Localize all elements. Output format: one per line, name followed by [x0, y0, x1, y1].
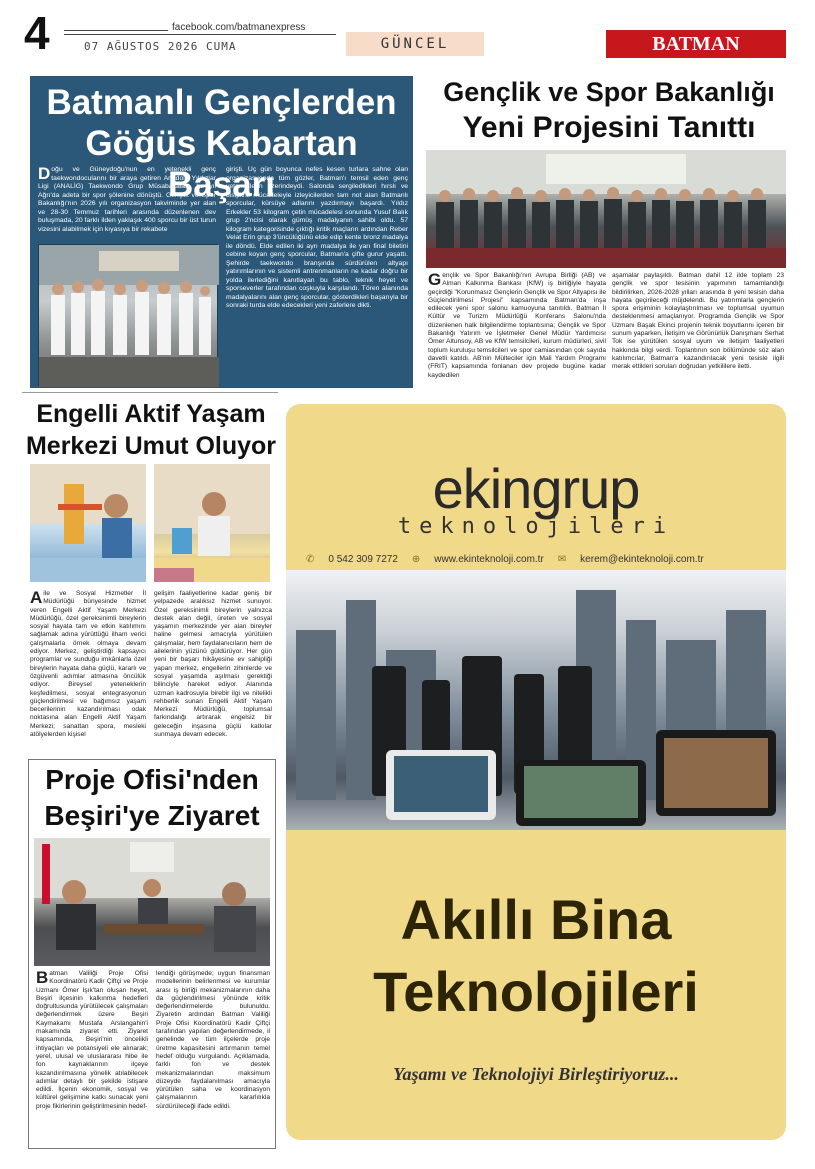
header-rule [64, 30, 168, 31]
story-body-column: Gençlik ve Spor Bakanlığı'nın Avrupa Birliği (AB) ve Alman Kalkınma Bankası (KfW) iş birliğiyle hayata geçirdiği "Korunmasız Gençlerin Gençlik ve Spor Altyapısı ile Güçlendirilmesi Projesi" kapsamında Batman'da inşa edilecek yeni spor salonu kamuoyuna tanıtıldı. Batman İl Kültür ve Turizm Müdürlüğü Konferans Salonu'nda düzenlenen halk bilgilendirme toplantısına; Gençlik ve Spor Bakanlığı Yatırım ve İşletmeler Genel Müdür Yardımcısı Ömer Altunsoy, AB ve KfW temsilcileri, kurum müdürleri, sivil toplum kuruluşu temsilcileri ve spor camiasından çok sayıda davetli katıldı. AB'nin Mülteciler için Mali Yardım Programı (FRIT) kapsamında fonlanan dev projede bugüne kadar kaydedilen [428, 270, 606, 379]
child-photo-illustration [30, 464, 146, 582]
ad-slogan: Yaşamı ve Teknolojiyi Birleştiriyoruz... [393, 1064, 679, 1084]
child-photo-illustration [154, 464, 270, 582]
ad-tagline: teknolojileri [397, 514, 675, 539]
page-number: 4 [24, 7, 50, 59]
story-body-column: Doğu ve Güneydoğu'nun en yetenekli genç taekwondocularını bir araya getiren Anadolu Yıldızlar Ligi (ANALİG) Taekwondo Grup Müsabakaları, bu yıl Ağrı'da adeta bir spor şölenine dönüştü. Gençlik ve Spor Bakanlığı'nın 2026 yılı organizasyon takviminde yer alan ve 28-30 Temmuz tarihleri arasında düzenlenen dev buluşmada, 20 farklı ilden yaklaşık 400 sporcu bir üst turun vizesini alabilmek için kıyasıya bir rekabete [38, 164, 216, 233]
ad-city-device-photo [286, 570, 786, 830]
newspaper-logo: BATMAN EXPRESS [606, 30, 786, 58]
page-header [0, 0, 815, 83]
child-activity-photo [154, 464, 270, 582]
story-headline: Proje Ofisi'nden Beşiri'ye Ziyaret [44, 764, 260, 831]
child-activity-photo [30, 464, 146, 582]
mail-icon: ✉ [557, 554, 567, 565]
visit-photo-illustration [34, 838, 270, 966]
ad-website: www.ekinteknoloji.com.tr [434, 554, 544, 565]
ad-photo-illustration [286, 570, 786, 830]
ad-brand-logo: ekingrup [432, 457, 640, 520]
meeting-photo-illustration [426, 150, 786, 268]
header-website: facebook.com/batmanexpress [172, 22, 306, 33]
story-body-column: Aile ve Sosyal Hizmetler İl Müdürlüğü bünyesinde hizmet veren Engelli Aktif Yaşam Merkezi Müdürlüğü, özel gereksinimli bireylerin sosyal hayata tam ve etkin katılımını sağlamak adına yürüttüğü ilham verici çalışmalarla örnek olmaya devam ediyor. Merkez, geliştirdiği kapsayıcı programlar ve sunduğu imkânlarla özel bireylerin hayata daha güçlü, kararlı ve özgüvenli adımlar atmasına öncülük ediyor. Bireysel yeteneklerin keşfedilmesi, sosyal entegrasyonun güçlendirilmesi ve bağımsız yaşam becerilerinin kazandırılması odak noktasına alan Engelli Aktif Yaşam Merkezi; sanattan spora, mesleki atölyelerden kişisel [30, 588, 146, 739]
athletes-photo [38, 244, 218, 386]
story-body-column: girişti. Üç gün boyunca nefes kesen turlara sahne olan organizasyonda tüm gözler, Batman'ı temsil eden genç yeteneklerin üzerindeydi. Salonda sergiledikleri hırslı ve disiplinli mücadeleyle izleyicilerden tam not alan Batmanlı sporcular, kürsüye adlarını yazdırmayı başardı. Yıldız Erkekler 53 kilogram çetin mücadelesi sonunda Yusuf Balık grup 2'ncisi olarak gümüş madalyanın sahibi oldu. 57 kilogram kategorisinde çıktığı kritik maçların ardından Reber Velat Erin grup 3'üncülüğünü elde edip kente bronz madalya ile döndü. Elde edilen iki ayrı madalya ile yarı final biletini cebine koyan genç sporcular, Batman'a çifte gurur yaşattı. Şehirde taekwondo branşında sürdürülen altyapı yatırımlarının ve sistemli antrenmanların ne kadar doğru bir yolda ilerlediğini kanıtlayan bu tablo, teknik heyet ve sporseverler tarafından coşkuyla karşılandı. Tören alanında madalyalarını alan genç sporcular, gösterdikleri başarıyla bir sonraki turda elde edecekleri yeni zaferlere dikti. [226, 166, 408, 309]
meeting-group-photo [426, 150, 786, 268]
story-body-column: gelişim faaliyetlerine kadar geniş bir yelpazede aralıksız hizmet sunuyor. Özel gereksinimli bireylerin yalnızca destek alan değil, üreten ve sosyal yaşamın merkezinde yer alan bireyler haline gelmesi amacıyla yürütülen çalışmalar, hem faydalanıcıların hem de ailelerinin yüzünü güldürüyor. Her gün yeni bir başarı hikâyesine ev sahipliği yapan merkez, engellerin zihinlerde ve sosyal yaşamda aşılması gerektiği bilinciyle hareket ediyor. Alanında uzman kadrosuyla birebir ilgi ve nitelikli rehberlik sunan Engelli Aktif Yaşam Merkezi Müdürlüğü, toplumsal farkındalığı artırarak engelsiz bir geleceğin inşasına güçlü katkılar sunmaya devam edecek. [154, 590, 272, 739]
globe-icon: ⊕ [411, 554, 421, 565]
story-headline: Engelli Aktif Yaşam Merkezi Umut Oluyor [25, 400, 277, 460]
story-headline: Batmanlı Gençlerden Göğüs Kabartan Başarı [46, 83, 397, 204]
story-body-column: Batman Valiliği Proje Ofisi Koordinatörü Kadir Çiftçi ve Proje Uzmanı Ömer Işık'tan oluşan heyet, Beşiri ilçesinin kalkınma hedefleri doğrultusunda yürütülecek çalışmaları değerlendirmek üzere Beşiri Kaymakamı Mustafa Arslangahin'i makamında ziyaret etti. Ziyaret kapsamında, Beşiri'nin öncelikli ihtiyaçları ve potansiyeli ele alınarak; yerel, ulusal ve uluslararası hibe ile fon kaynaklarının ilçeye kazandırılmasına yönelik atılabilecek adımlar detaylı bir şekilde istişare edildi. İlçenin ekonomik, sosyal ve kültürel gelişimine katkı sunacak yeni proje fikirlerinin geliştirilmesinin hedef- [36, 968, 148, 1110]
ad-headline: Akıllı Bina Teknolojileri [373, 888, 699, 1023]
athletes-photo-illustration [39, 245, 219, 387]
story-body-column: lendiği görüşmede; uygun finansman modellerinin belirlenmesi ve kurumlar arası iş birliği mekanizmalarının daha da güçlendirilmesi yönünde kritik değerlendirmelerde bulunuldu. Ziyaretin ardından Batman Valiliği Proje Ofisi Koordinatörü Kadir Çiftçi tarafından yapılan değerlendirmede, il genelinde ve tüm ilçelerde proje üretme kapasitesini artırmanın temel hedef olduğu vurgulandı. Açıklamada, farklı fon ve destek mekanizmalarından maksimum düzeyde faydalanılması amacıyla yürütülen saha ve koordinasyon çalışmalarının kararlılıkla sürdürüleceği ifade edildi. [156, 970, 270, 1110]
ad-phone: 0 542 309 7272 [328, 554, 398, 565]
story-headline: Gençlik ve Spor Bakanlığı Yeni Projesini Tanıttı [443, 77, 775, 144]
office-visit-photo [34, 838, 270, 966]
section-divider [22, 392, 278, 393]
issue-date: 07 AĞUSTOS 2026 CUMA [84, 40, 237, 53]
phone-icon: ✆ [306, 554, 315, 565]
ad-contact-line [306, 554, 776, 565]
section-label: GÜNCEL [346, 32, 484, 56]
story-body-column: aşamalar paylaşıldı. Batman dahil 12 ilde toplam 23 gençlik ve spor tesisinin yapımının tamamlandığı bildirilirken, 2026-2028 yılları arasında 8 yeni tesisin daha hayata geçirileceği müjdelendi. Bu yatırımlarla gençlerin spora erişiminin kolaylaştırılması ve toplumsal uyumun desteklenmesi amaçlanıyor. Programda Gençlik ve Spor Uzmanı Başak Ekinci projenin teknik boyutlarını içeren bir sunum yaparken, İletişim ve Görünürlük Danışmanı Serhat Tok ise yürütülen sosyal uyum ve iletişim faaliyetleri hakkında bilgi verdi. Toplantının son bölümünde söz alan katılımcılar, Batman'a kazandırılacak yeni tesisle ilgili merak ettikleri soruları doğrudan yetkililere iletti. [612, 272, 784, 371]
header-rule [64, 34, 336, 35]
ad-email: kerem@ekinteknoloji.com.tr [580, 554, 704, 565]
ekingrup-advertisement [286, 404, 786, 1140]
